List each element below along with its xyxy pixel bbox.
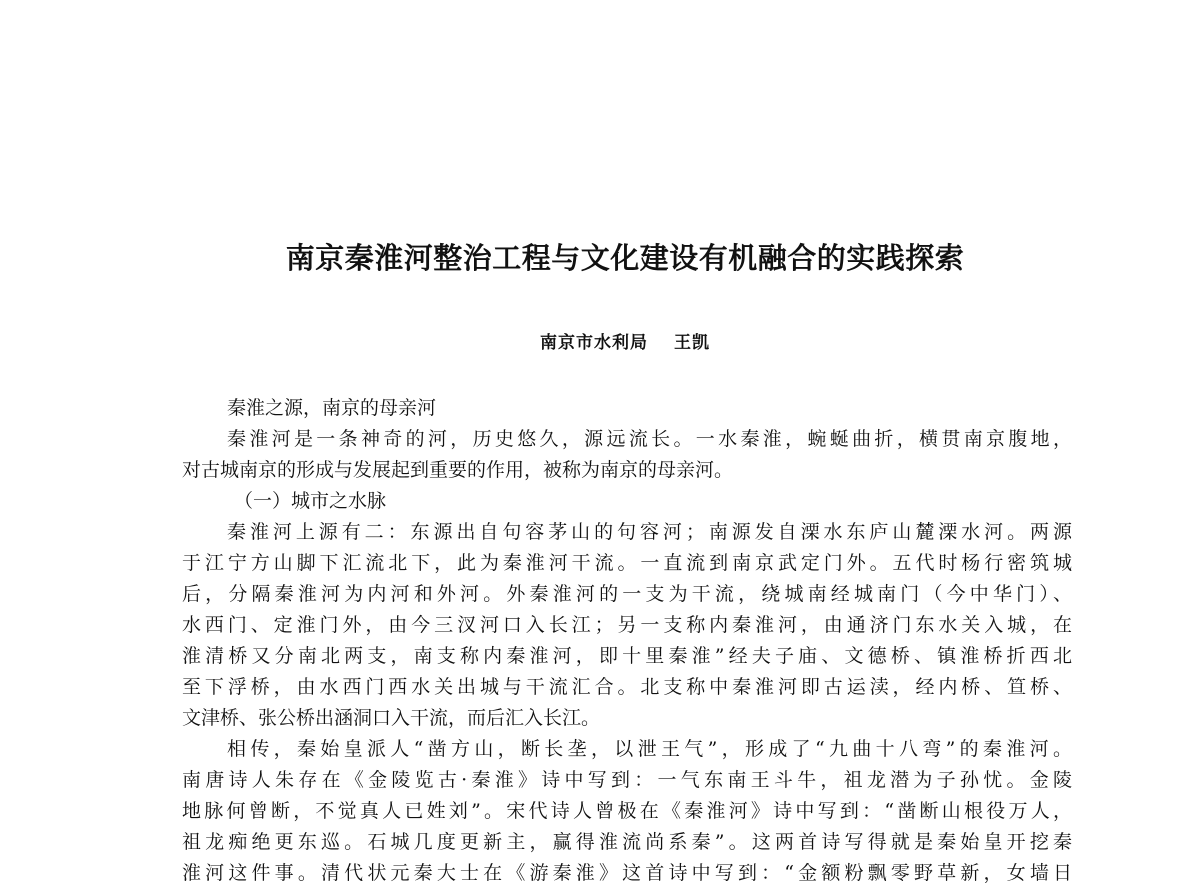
article-title: 南京秦淮河整治工程与文化建设有机融合的实践探索 [285,241,965,275]
subsection-heading: （一）城市之水脉 [234,490,387,512]
article-body [182,393,1072,883]
section-heading: 秦淮之源，南京的母亲河 [227,397,437,419]
paragraph-line: 南唐诗人朱存在《金陵览古·秦淮》诗中写到：一气东南王斗牛，祖龙潜为子孙忧。金陵 [182,769,1072,791]
paragraph-line: 淮清桥又分南北两支，南支称内秦淮河，即十里秦淮”经夫子庙、文德桥、镇淮桥折西北 [182,645,1072,667]
paragraph-line: 至下浮桥，由水西门西水关出城与干流汇合。北支称中秦淮河即古运渎，经内桥、笪桥、 [182,676,1072,698]
paragraph-line: 相传，秦始皇派人“凿方山，断长垄，以泄王气”，形成了“九曲十八弯”的秦淮河。 [227,738,1072,760]
paragraph-line: 于江宁方山脚下汇流北下，此为秦淮河干流。一直流到南京武定门外。五代时杨行密筑城 [182,552,1072,574]
paragraph-line: 文津桥、张公桥出涵洞口入干流，而后汇入长江。 [182,707,601,729]
paragraph-line: 地脉何曾断，不觉真人已姓刘”。宋代诗人曾极在《秦淮河》诗中写到：“凿断山根役万人， [182,800,1072,822]
paragraph-line: 祖龙痴绝更东巡。石城几度更新主，赢得淮流尚系秦”。这两首诗写得就是秦始皇开挖秦 [182,831,1072,853]
author-affiliation: 南京市水利局 [540,333,648,353]
paragraph-line: 秦淮河是一条神奇的河，历史悠久，源远流长。一水秦淮，蜿蜒曲折，横贯南京腹地， [227,428,1072,450]
paragraph-line: 淮河这件事。清代状元秦大士在《游秦淮》这首诗中写到：“金额粉飘零野草新，女墙日 [182,862,1072,883]
paragraph-line: 秦淮河上源有二：东源出自句容茅山的句容河；南源发自溧水东庐山麓溧水河。两源 [227,521,1072,543]
paragraph-line: 后，分隔秦淮河为内河和外河。外秦淮河的一支为干流，绕城南经城南门（今中华门）、 [182,583,1072,605]
author-line [0,328,1200,353]
author-name: 王凯 [674,333,710,353]
paragraph-line: 对古城南京的形成与发展起到重要的作用，被称为南京的母亲河。 [182,459,734,481]
paragraph-line: 水西门、定淮门外，由今三汊河口入长江；另一支称内秦淮河，由通济门东水关入城，在 [182,614,1072,636]
